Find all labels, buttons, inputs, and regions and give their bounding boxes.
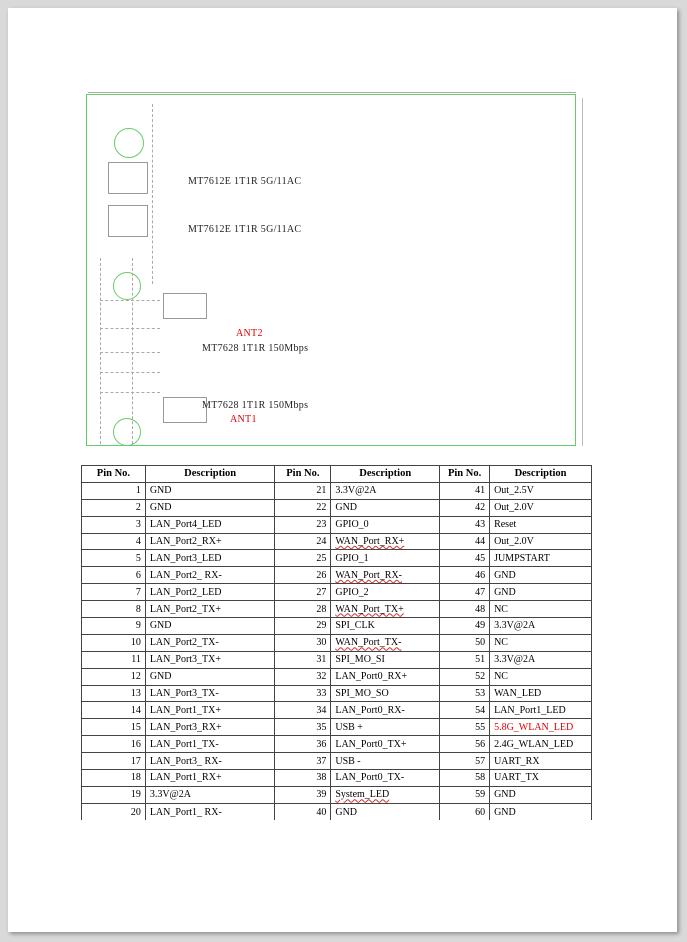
pin-description-cell: GND — [490, 584, 592, 601]
pin-number-cell: 60 — [440, 803, 490, 820]
pin-description-cell: Out_2.0V — [490, 499, 592, 516]
pin-description-cell: LAN_Port1_TX+ — [145, 702, 275, 719]
pin-number-cell: 27 — [275, 584, 331, 601]
pin-description-cell — [331, 601, 440, 618]
board-outline — [86, 94, 576, 446]
pin-number-cell: 7 — [82, 584, 146, 601]
table-row — [82, 719, 592, 736]
pin-description-cell: WAN_LED — [490, 685, 592, 702]
pin-number-cell: 2 — [82, 499, 146, 516]
table-row — [82, 601, 592, 618]
pin-description-text: WAN_Port_TX- — [335, 637, 402, 649]
pin-description-cell: GND — [490, 803, 592, 820]
pin-table-header — [82, 466, 592, 483]
table-row — [82, 786, 592, 803]
dimension-line-top — [88, 92, 576, 93]
component-outline — [163, 293, 207, 319]
pin-number-cell: 51 — [440, 651, 490, 668]
pin-number-cell: 30 — [275, 634, 331, 651]
pin-description-cell: LAN_Port3_TX+ — [145, 651, 275, 668]
pin-description-cell: GPIO_1 — [331, 550, 440, 567]
pin-description-cell: 3.3V@2A — [145, 786, 275, 803]
pin-number-cell: 15 — [82, 719, 146, 736]
table-row — [82, 584, 592, 601]
pin-number-cell: 53 — [440, 685, 490, 702]
pin-number-cell: 29 — [275, 618, 331, 635]
pin-number-cell: 10 — [82, 634, 146, 651]
pin-description-cell: GND — [145, 499, 275, 516]
pin-description-cell: LAN_Port3_RX+ — [145, 719, 275, 736]
pin-description-cell: NC — [490, 601, 592, 618]
pin-number-cell: 55 — [440, 719, 490, 736]
component-outline — [108, 205, 148, 237]
table-row — [82, 550, 592, 567]
chip-label-mt7628-1: MT7628 1T1R 150Mbps — [202, 343, 309, 354]
header-description: Description — [145, 466, 275, 483]
pin-description-cell: UART_RX — [490, 753, 592, 770]
table-row — [82, 567, 592, 584]
pin-number-cell: 20 — [82, 803, 146, 820]
pin-number-cell: 48 — [440, 601, 490, 618]
pin-description-cell: SPI_CLK — [331, 618, 440, 635]
pin-number-cell: 56 — [440, 736, 490, 753]
table-row — [82, 533, 592, 550]
pin-number-cell: 32 — [275, 668, 331, 685]
pin-number-cell: 43 — [440, 516, 490, 533]
pin-description-cell: GPIO_0 — [331, 516, 440, 533]
pin-number-cell: 34 — [275, 702, 331, 719]
trace-line — [100, 392, 160, 393]
pin-number-cell: 38 — [275, 770, 331, 787]
table-row — [82, 702, 592, 719]
pin-description-cell: 3.3V@2A — [490, 618, 592, 635]
pin-number-cell: 12 — [82, 668, 146, 685]
antenna-connector-shape — [113, 418, 141, 446]
pin-description-cell: Out_2.0V — [490, 533, 592, 550]
pin-description-cell: GND — [331, 499, 440, 516]
pin-description-cell: NC — [490, 634, 592, 651]
table-row — [82, 618, 592, 635]
pin-number-cell: 59 — [440, 786, 490, 803]
trace-line — [100, 372, 160, 373]
pin-description-cell: LAN_Port1_LED — [490, 702, 592, 719]
pin-description-cell — [331, 786, 440, 803]
table-row — [82, 482, 592, 499]
pin-description-cell: SPI_MO_SI — [331, 651, 440, 668]
pin-number-cell: 46 — [440, 567, 490, 584]
pin-description-cell — [331, 634, 440, 651]
pin-description-cell: LAN_Port0_TX+ — [331, 736, 440, 753]
pin-description-cell — [331, 567, 440, 584]
pin-number-cell: 22 — [275, 499, 331, 516]
pin-number-cell: 3 — [82, 516, 146, 533]
chip-label-mt7612e-1: MT7612E 1T1R 5G/11AC — [188, 176, 302, 187]
pin-number-cell: 45 — [440, 550, 490, 567]
pin-description-cell: LAN_Port2_TX- — [145, 634, 275, 651]
pin-number-cell: 23 — [275, 516, 331, 533]
pin-number-cell: 11 — [82, 651, 146, 668]
table-row — [82, 499, 592, 516]
pin-number-cell: 6 — [82, 567, 146, 584]
pin-description-cell: LAN_Port1_TX- — [145, 736, 275, 753]
pin-number-cell: 37 — [275, 753, 331, 770]
pin-description-text: WAN_Port_RX- — [335, 569, 403, 581]
table-row — [82, 634, 592, 651]
chip-label-mt7612e-2: MT7612E 1T1R 5G/11AC — [188, 224, 302, 235]
header-description: Description — [490, 466, 592, 483]
pin-description-cell: LAN_Port2_LED — [145, 584, 275, 601]
pin-number-cell: 57 — [440, 753, 490, 770]
pin-number-cell: 52 — [440, 668, 490, 685]
pin-number-cell: 47 — [440, 584, 490, 601]
trace-line — [100, 258, 101, 444]
dimension-line-right — [582, 98, 583, 446]
pin-description-cell: USB - — [331, 753, 440, 770]
pin-description-cell: LAN_Port0_RX- — [331, 702, 440, 719]
pin-description-cell: GND — [145, 482, 275, 499]
pin-number-cell: 58 — [440, 770, 490, 787]
pin-description-text: WAN_Port_RX+ — [335, 536, 405, 547]
pin-number-cell: 16 — [82, 736, 146, 753]
trace-line — [100, 300, 160, 301]
pin-description-cell: LAN_Port3_ RX- — [145, 753, 275, 770]
pin-number-cell: 41 — [440, 482, 490, 499]
pin-number-cell: 5 — [82, 550, 146, 567]
pin-description-text: System_LED — [335, 789, 390, 801]
pin-description-cell: LAN_Port0_TX- — [331, 770, 440, 787]
pin-description-cell: 5.8G_WLAN_LED — [490, 719, 592, 736]
pin-number-cell: 13 — [82, 685, 146, 702]
header-description: Description — [331, 466, 440, 483]
pin-description-cell — [331, 533, 440, 550]
pin-number-cell: 44 — [440, 533, 490, 550]
antenna-connector-shape — [113, 272, 141, 300]
pin-number-cell: 31 — [275, 651, 331, 668]
table-row — [82, 651, 592, 668]
pin-description-cell: GND — [490, 567, 592, 584]
pin-description-cell: GND — [145, 618, 275, 635]
pin-description-cell: GND — [145, 668, 275, 685]
pin-number-cell: 4 — [82, 533, 146, 550]
header-pin-no: Pin No. — [82, 466, 146, 483]
pin-number-cell: 49 — [440, 618, 490, 635]
pin-description-cell: GND — [490, 786, 592, 803]
table-row — [82, 516, 592, 533]
pin-description-cell: 3.3V@2A — [490, 651, 592, 668]
pin-description-cell: GPIO_2 — [331, 584, 440, 601]
pin-description-cell: JUMPSTART — [490, 550, 592, 567]
table-row — [82, 685, 592, 702]
pin-number-cell: 1 — [82, 482, 146, 499]
pin-number-cell: 40 — [275, 803, 331, 820]
pin-description-cell: Out_2.5V — [490, 482, 592, 499]
antenna-label-ant1: ANT1 — [230, 414, 257, 425]
pin-number-cell: 9 — [82, 618, 146, 635]
pin-number-cell: 14 — [82, 702, 146, 719]
pin-description-cell: LAN_Port2_TX+ — [145, 601, 275, 618]
pin-description-cell: LAN_Port2_ RX- — [145, 567, 275, 584]
pin-number-cell: 54 — [440, 702, 490, 719]
trace-line — [100, 328, 160, 329]
pin-description-text: WAN_Port_TX+ — [335, 603, 404, 615]
pin-number-cell: 33 — [275, 685, 331, 702]
pin-number-cell: 19 — [82, 786, 146, 803]
pin-number-cell: 18 — [82, 770, 146, 787]
pin-number-cell: 26 — [275, 567, 331, 584]
pin-number-cell: 17 — [82, 753, 146, 770]
pin-number-cell: 39 — [275, 786, 331, 803]
pin-description-cell: LAN_Port3_LED — [145, 550, 275, 567]
component-outline — [163, 397, 207, 423]
table-row — [82, 736, 592, 753]
pin-number-cell: 24 — [275, 533, 331, 550]
component-outline — [108, 162, 148, 194]
pin-number-cell: 42 — [440, 499, 490, 516]
pin-description-cell: UART_TX — [490, 770, 592, 787]
trace-line — [152, 104, 153, 284]
table-row — [82, 803, 592, 820]
antenna-label-ant2: ANT2 — [236, 328, 263, 339]
pin-description-cell: USB + — [331, 719, 440, 736]
header-pin-no: Pin No. — [275, 466, 331, 483]
pin-number-cell: 21 — [275, 482, 331, 499]
pin-number-cell: 25 — [275, 550, 331, 567]
pin-description-cell: LAN_Port3_TX- — [145, 685, 275, 702]
pin-number-cell: 28 — [275, 601, 331, 618]
pin-description-cell: LAN_Port1_RX+ — [145, 770, 275, 787]
header-pin-no: Pin No. — [440, 466, 490, 483]
pin-table — [81, 465, 592, 820]
trace-line — [100, 352, 160, 353]
pin-number-cell: 50 — [440, 634, 490, 651]
pin-description-cell: 3.3V@2A — [331, 482, 440, 499]
chip-label-mt7628-2: MT7628 1T1R 150Mbps — [202, 400, 309, 411]
trace-line — [132, 258, 133, 444]
pin-description-cell: LAN_Port0_RX+ — [331, 668, 440, 685]
pin-number-cell: 36 — [275, 736, 331, 753]
pin-number-cell: 8 — [82, 601, 146, 618]
table-row — [82, 668, 592, 685]
pin-description-cell: LAN_Port4_LED — [145, 516, 275, 533]
pin-number-cell: 35 — [275, 719, 331, 736]
antenna-connector-shape — [114, 128, 144, 158]
table-row — [82, 753, 592, 770]
table-row — [82, 770, 592, 787]
pin-description-cell: Reset — [490, 516, 592, 533]
pin-description-cell: SPI_MO_SO — [331, 685, 440, 702]
pin-description-cell: NC — [490, 668, 592, 685]
pin-description-cell: LAN_Port2_RX+ — [145, 533, 275, 550]
pin-description-cell: GND — [331, 803, 440, 820]
pin-description-cell: LAN_Port1_ RX- — [145, 803, 275, 820]
pin-description-cell: 2.4G_WLAN_LED — [490, 736, 592, 753]
